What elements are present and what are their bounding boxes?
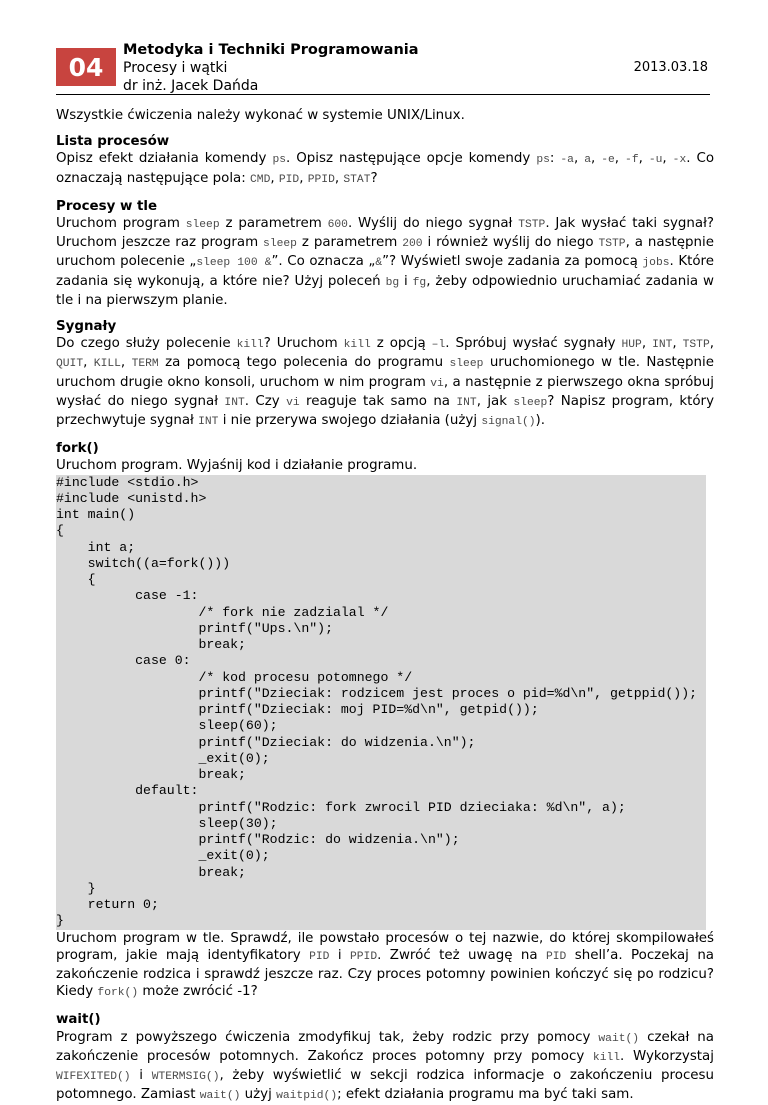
code-term: –l xyxy=(431,339,446,352)
code-term: jobs xyxy=(642,257,670,270)
text: , xyxy=(672,336,683,352)
text: ”. Co oznacza „ xyxy=(271,254,376,270)
code-term: & xyxy=(375,257,383,270)
section-heading-signals: Sygnały xyxy=(56,319,117,335)
code-term: WTERMSIG() xyxy=(151,1071,220,1084)
code-term: waitpid() xyxy=(276,1090,338,1103)
fork-lead: Uruchom program. Wyjaśnij kod i działanie programu. xyxy=(56,458,418,474)
section-paragraph xyxy=(56,215,714,309)
text: , xyxy=(614,151,626,167)
text: , xyxy=(83,355,94,371)
code-term: PPID xyxy=(350,950,378,963)
section-heading-wait: wait() xyxy=(56,1012,101,1028)
code-term: KILL xyxy=(93,358,121,371)
code-term: ps xyxy=(536,154,550,167)
text: , xyxy=(641,336,653,352)
course-title: Metodyka i Techniki Programowania xyxy=(123,42,419,58)
text: , xyxy=(590,151,602,167)
text: , xyxy=(299,170,308,186)
code-term: 600 xyxy=(327,219,348,232)
header-titles xyxy=(123,41,419,95)
code-term: kill xyxy=(592,1051,621,1064)
text: i również wyślij do niego xyxy=(422,235,599,251)
code-term: PID xyxy=(278,173,300,186)
author-name: dr inż. Jacek Dańda xyxy=(123,78,259,94)
text: za pomocą tego polecenia do programu xyxy=(158,355,450,371)
text: . Które zadania się wykonują, a które nie? Użyj poleceń xyxy=(56,254,715,289)
section-heading-background-processes: Procesy w tle xyxy=(56,198,158,214)
text: użyj xyxy=(240,1087,277,1103)
lesson-number-badge: 04 xyxy=(56,48,116,86)
code-term: HUP xyxy=(621,339,642,352)
code-term: -e xyxy=(601,154,615,167)
code-term: signal() xyxy=(481,416,536,429)
code-term: INT xyxy=(652,339,673,352)
text: . Wyślij do niego sygnał xyxy=(347,216,519,232)
text: , a następnie z pierwszego okna spróbuj wysłać do niego sygnał xyxy=(56,374,714,409)
text: i xyxy=(130,1068,152,1084)
code-term: INT xyxy=(224,396,245,409)
text: i xyxy=(399,273,413,289)
code-term: sleep xyxy=(185,219,220,232)
text: , xyxy=(270,170,279,186)
text: , xyxy=(662,151,673,167)
section-heading-process-list: Lista procesów xyxy=(56,134,170,150)
code-term: bg xyxy=(385,276,400,289)
text: . Co oznaczają następujące pola: xyxy=(56,151,715,186)
code-term: kill xyxy=(343,339,371,352)
section-paragraph xyxy=(56,150,714,188)
code-term: INT xyxy=(198,416,219,429)
text: Do czego służy polecenie xyxy=(56,336,237,352)
text: z parametrem xyxy=(296,235,403,251)
text: , jak xyxy=(476,393,514,409)
code-term: QUIT xyxy=(56,358,84,371)
text: reaguje tak samo na xyxy=(299,393,457,409)
text: ). xyxy=(535,413,546,429)
code-term: TSTP xyxy=(518,219,546,232)
code-term: fg xyxy=(412,276,427,289)
section-paragraph xyxy=(56,930,714,1003)
text: , żeby wyświetlić w sekcji rodzica informacje o zakończeniu procesu potomnego. Zamiast xyxy=(56,1068,715,1103)
code-term: vi xyxy=(286,396,300,409)
code-term: a xyxy=(584,154,591,167)
document-date: 2013.03.18 xyxy=(633,60,708,75)
text: z opcją xyxy=(370,336,432,352)
text: , a następnie uruchom polecenie „ xyxy=(56,235,714,270)
code-term: wait() xyxy=(598,1032,640,1045)
code-term: PID xyxy=(309,950,330,963)
code-term: STAT xyxy=(343,173,371,186)
text: , żeby odpowiednio uruchamiać zadania w tle i na pierwszym planie. xyxy=(56,273,714,308)
text: . Wykorzystaj xyxy=(620,1048,714,1064)
text: , xyxy=(334,170,344,186)
text: ; efekt działania programu ma być taki sam. xyxy=(337,1087,634,1103)
code-term: -a xyxy=(560,154,574,167)
code-term: WIFEXITED() xyxy=(56,1071,131,1084)
code-term: PID xyxy=(545,950,567,963)
text: Program z powyższego ćwiczenia zmodyfikuj tak, żeby rodzic przy pomocy xyxy=(56,1029,599,1045)
text: Uruchom program w tle. Sprawdź, ile powstało procesów o tej nazwie, do której skompilowałeś program, jakie mają identyfikatory xyxy=(56,930,714,963)
text: czekał na zakończenie procesów potomnych. Zakończ proces potomny przy pomocy xyxy=(56,1029,714,1064)
code-term: vi xyxy=(430,377,444,390)
code-term: -x xyxy=(672,154,687,167)
page-header xyxy=(56,40,710,98)
code-term: fork() xyxy=(97,987,139,1000)
code-term: -f xyxy=(625,154,639,167)
text: i xyxy=(329,947,350,963)
text: ”? Wyświetl swoje zadania za pomocą xyxy=(382,254,643,270)
code-term: sleep xyxy=(263,238,297,251)
code-term: PPID xyxy=(307,173,335,186)
code-term: INT xyxy=(456,396,477,409)
code-term: ps xyxy=(272,154,287,167)
text: , xyxy=(573,151,585,167)
text: . Opisz następujące opcje komendy xyxy=(286,151,537,167)
code-term: wait() xyxy=(199,1090,241,1103)
section-paragraph xyxy=(56,335,714,431)
text: uruchomionego w tle. Następnie uruchom drugie okno konsoli, uruchom w nim program xyxy=(56,355,714,390)
text: ? xyxy=(370,170,378,186)
intro-paragraph: Wszystkie ćwiczenia należy wykonać w systemie UNIX/Linux. xyxy=(56,108,465,123)
text: , xyxy=(120,355,132,371)
text: . Jak wysłać taki sygnał? Uruchom jeszcze raz program xyxy=(56,216,714,251)
text: Uruchom program xyxy=(56,216,186,232)
text: , xyxy=(709,336,715,352)
text: . Spróbuj wysłać sygnały xyxy=(445,336,622,352)
code-term: TSTP xyxy=(598,238,626,251)
text: : xyxy=(549,151,561,167)
code-term: sleep 100 & xyxy=(196,257,272,270)
text: Opisz efekt działania komendy xyxy=(56,151,273,167)
text: i nie przerywa swojego działania (użyj xyxy=(218,413,482,429)
code-term: CMD xyxy=(250,173,271,186)
code-term: 200 xyxy=(402,238,423,251)
text: ? Uruchom xyxy=(263,336,344,352)
code-term: -u xyxy=(648,154,663,167)
text: ? Napisz program, który przechwytuje sygnał xyxy=(56,393,714,429)
code-term: sleep xyxy=(513,396,548,409)
section-heading-fork: fork() xyxy=(56,441,99,457)
code-term: kill xyxy=(236,339,264,352)
code-term: sleep xyxy=(449,358,484,371)
text: shell’a. Poczekaj na zakończenie rodzica i sprawdź jeszcze raz. Czy proces potomny powinien kończyć się po rodzicu? Kiedy xyxy=(56,947,715,1000)
text: , xyxy=(638,151,649,167)
text: . Czy xyxy=(244,393,287,409)
document-body xyxy=(56,107,714,1105)
text: z parametrem xyxy=(219,216,328,232)
code-term: TSTP xyxy=(682,339,710,352)
text: . Zwróć też uwagę na xyxy=(377,947,546,963)
header-divider xyxy=(56,94,710,95)
topic-title: Procesy i wątki xyxy=(123,60,228,76)
code-listing: #include <stdio.h> #include <unistd.h> int main() { int a; switch((a=fork())) { case -1: /* fork nie zadzialal */ printf("Ups.\n"); break; case 0: /* kod procesu potomnego */ printf("Dzieciak: rodzicem jest proces o pid=%d\n", getppid()); printf("Dzieciak: moj PID=%d\n", getpid()); sleep(60); printf("Dzieciak: do widzenia.\n"); _exit(0); break; default: printf("Rodzic: fork zwrocil PID dzieciaka: %d\n", a); sleep(30); printf("Rodzic: do widzenia.\n"); _exit(0); break; } return 0; } xyxy=(56,475,706,930)
text: może zwrócić -1? xyxy=(138,984,258,1000)
section-paragraph xyxy=(56,1029,714,1105)
code-term: TERM xyxy=(131,358,159,371)
